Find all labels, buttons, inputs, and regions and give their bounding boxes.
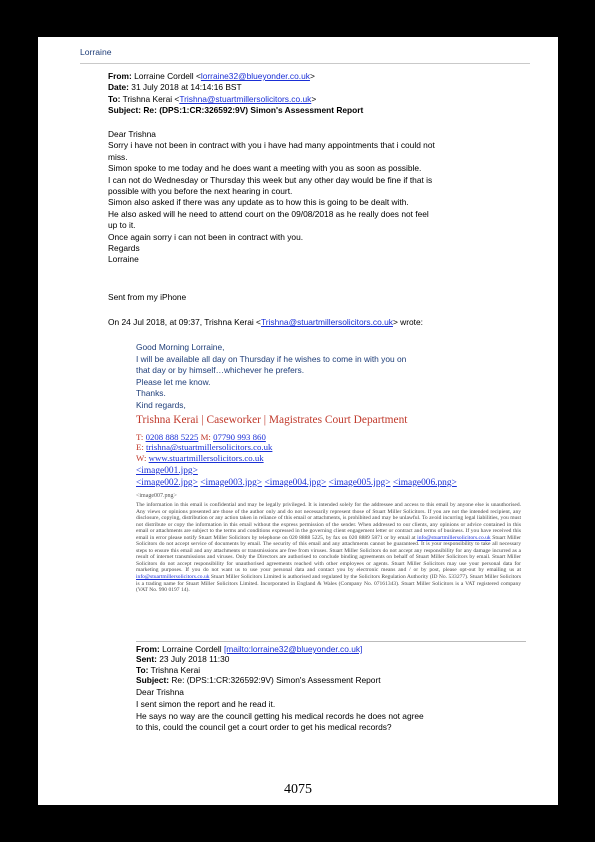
- signature-email-link[interactable]: trishna@stuartmillersolicitors.co.uk: [146, 442, 273, 453]
- quoted-line: that day or by himself…whichever he prefers.: [136, 365, 305, 376]
- email2: [136, 644, 536, 732]
- email2-mailto-link[interactable]: [mailto:lorraine32@blueyonder.co.uk]: [223, 644, 363, 654]
- quoted-line: Kind regards,: [136, 399, 186, 410]
- email1-body-line: Lorraine: [108, 254, 139, 265]
- email1-body-line: Regards: [108, 243, 140, 254]
- image7-placeholder: <image007.png>: [136, 493, 177, 499]
- sent-from-note: Sent from my iPhone: [108, 292, 187, 302]
- email1-body-line: miss.: [108, 151, 128, 162]
- email2-to-line: To: Trishna Kerai: [136, 664, 201, 675]
- image-link[interactable]: <image001.jpg>: [136, 466, 198, 476]
- quoted-line: Thanks.: [136, 388, 166, 399]
- image-attachments: [136, 466, 457, 489]
- email1-body-line: Once again sorry i can not been in contract with you.: [108, 231, 304, 242]
- quote-intro-email-link[interactable]: Trishna@stuartmillersolicitors.co.uk: [260, 317, 393, 327]
- email1-body-line: He also asked will he need to attend court on the 09/08/2018 as he really does not feel: [108, 208, 429, 219]
- email2-body-line: Dear Trishna: [136, 686, 184, 697]
- disclaimer-email-link[interactable]: info@stuartmillersolicitors.co.uk: [136, 574, 210, 581]
- sender-name: Lorraine: [80, 47, 112, 57]
- email1-from-line: From: Lorraine Cordell <lorraine32@blueyonder.co.uk>: [108, 71, 315, 81]
- email2-from-line: From: Lorraine Cordell [mailto:lorraine32@blueyonder.co.uk]: [136, 644, 363, 654]
- email1-from-email-link[interactable]: lorraine32@blueyonder.co.uk: [200, 71, 310, 81]
- tel-link[interactable]: 0208 888 5225: [145, 432, 199, 442]
- email1-to-email-link[interactable]: Trishna@stuartmillersolicitors.co.uk: [179, 93, 312, 104]
- quoted-message: [136, 342, 536, 412]
- forward-divider: [136, 641, 526, 642]
- quoted-line: I will be available all day on Thursday if he wishes to come in with you on: [136, 353, 407, 364]
- email1-body-line: Simon spoke to me today and he does want a meeting with you as soon as possible.: [108, 163, 422, 174]
- email1-body-line: Dear Trishna: [108, 129, 156, 139]
- quoted-line: Good Morning Lorraine,: [136, 342, 225, 352]
- quote-intro: On 24 Jul 2018, at 09:37, Trishna Kerai <Trishna@stuartmillersolicitors.co.uk> wrote:: [108, 317, 423, 327]
- signature-web-link[interactable]: www.stuartmillersolicitors.co.uk: [148, 452, 264, 463]
- email1-body-line: Simon also asked if there was any update as to how this is going to be dealt with.: [108, 197, 409, 208]
- signature-name: Trishna Kerai | Caseworker | Magistrates Court Department: [136, 414, 408, 426]
- image-link[interactable]: <image005.jpg>: [328, 477, 391, 488]
- document-page: [38, 37, 558, 805]
- email1-body: [108, 129, 538, 266]
- email2-body-line: to this, could the council get a court order to get his medical records?: [136, 721, 392, 732]
- email1-date-line: Date: 31 July 2018 at 14:14:16 BST: [108, 82, 242, 93]
- image-link[interactable]: <image002.jpg>: [136, 477, 198, 488]
- image-link[interactable]: <image006.png>: [392, 477, 457, 488]
- header-divider: [80, 63, 530, 64]
- email1-subject-line: Subject: Re: (DPS:1:CR:326592:9V) Simon's Assessment Report: [108, 105, 364, 116]
- email2-body-line: I sent simon the report and he read it.: [136, 699, 276, 710]
- quoted-line: Please let me know.: [136, 376, 211, 387]
- email1-body-line: possible with you before the next hearing in court.: [108, 186, 293, 197]
- disclaimer-email-link[interactable]: info@stuartmillersolicitors.co.uk: [417, 534, 491, 541]
- email1-body-line: up to it.: [108, 220, 136, 231]
- signature-contact: T: 0208 888 5225 M: 07790 993 860 E: trishna@stuartmillersolicitors.co.uk W: www.stuartmillersolicitors.co.uk: [136, 432, 273, 463]
- legal-disclaimer: The information in this email is confidential and may be legally privileged. It is intended solely for the addressee and access to this email by anyone else is unauthorised. Any views or opinions presented are those of the author only and do not necessarily represent those of Stuart Miller Solicitors. If you are not the intended recipient, any disclosure, copying, distribution or any action taken in reliance of this email or attachments, is prohibited and may be unlawful. To avoid incurring legal liabilities, you must not distribute or copy the information in this email without the express permission of the sender. When addressed to our clients, any opinions or advice contained in this email or attachments are subject to the terms and conditions expressed in the governing client engagement letter or contract and terms of business. If you have received this email in error please notify Stuart Miller Solicitors by telephone on 020 8888 5225, by fax on 020 8889 5871 or by email at info@stuartmillersolicitors.co.uk Stuart Miller Solicitors do not accept service of documents by email. The security of this email and any attachments cannot be guaranteed. It is your responsibility to take all necessary steps to ensure this email and any attachments or transmissions are free from viruses. Stuart Miller Solicitors do not accept any responsibility for any damage incurred as a result of internet transmissions and viruses. Only the Directors are authorised to conclude binding agreements on behalf of Stuart Miller Solicitors by email. Stuart Miller Solicitors do not accept responsibility for unauthorised agreements reached with other employees or agents. Stuart Miller Solicitors may use your personal data for marketing purposes. If you do not want us to use your personal data and contact you by electronic means and / or by post, please opt-out by emailing us at info@stuartmillersolicitors.co.uk Stuart Miller Solicitors Limited is authorised and regulated by the Solicitors Regulation Authority (ID No. 533277). Stuart Miller Solicitors is a trading name for Stuart Miller Solicitors Limited. Incorporated in England & Wales (Company No. 07161343). Stuart Miller Solicitors is a VAT registered company (VAT No. 990 0197 14).: [136, 502, 521, 594]
- email2-subject-line: Subject: Re: (DPS:1:CR:326592:9V) Simon's Assessment Report: [136, 675, 381, 686]
- page-number: 4075: [284, 782, 312, 797]
- email1-body-line: Sorry i have not been in contract with you i have had many appointments that i could not: [108, 140, 435, 151]
- mobile-link[interactable]: 07790 993 860: [213, 432, 266, 442]
- image-link[interactable]: <image004.jpg>: [264, 477, 327, 488]
- email2-sent-line: Sent: 23 July 2018 11:30: [136, 654, 230, 665]
- email1-body-line: I can not do Wednesday or Thursday this week but any other day would be fine if that is: [108, 174, 433, 185]
- email1-header: [108, 71, 538, 117]
- image-link[interactable]: <image003.jpg>: [200, 477, 263, 488]
- email2-body-line: He says no way are the council getting his medical records he does not agree: [136, 711, 424, 722]
- email1-to-line: To: Trishna Kerai <Trishna@stuartmillersolicitors.co.uk>: [108, 93, 317, 104]
